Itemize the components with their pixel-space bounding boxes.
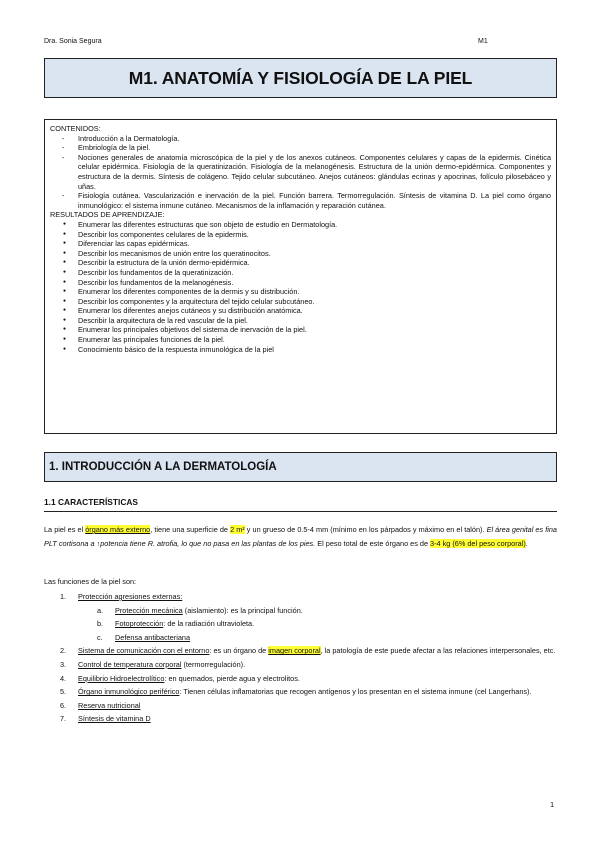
outcome-item: ● Enumerar las principales funciones de la piel. <box>62 335 551 345</box>
highlight-outer-organ: órgano más externo <box>85 525 151 534</box>
highlight-weight: 3-4 kg (6% del peso corporal) <box>430 539 526 549</box>
para-text: y un grueso de 0.5-4 mm (mínimo en los párpados y máximo en el talón). <box>244 525 487 534</box>
subitem-label: Defensa antibacteriana <box>115 632 191 642</box>
header-author: Dra. Sonia Segura <box>44 38 102 45</box>
subitem-letter: b. <box>97 619 104 629</box>
function-text: : Tienen células inflamatorias que recogen antígenos y los presentan en el sistema inmune (cel Langerhans). <box>179 687 532 697</box>
function-text: : en quemados, pierde agua y electrolitos. <box>164 673 300 683</box>
functions-intro: Las funciones de la piel son: <box>44 577 137 586</box>
outcome-item: ● Enumerar los principales objetivos del sistema de inervación de la piel. <box>62 325 551 335</box>
highlight-body-image: imagen corporal <box>268 646 321 656</box>
subitem-label: Fotoprotección <box>115 619 164 629</box>
outcome-item: ● Enumerar los diferentes anejos cutáneos y su distribución anatómica. <box>62 306 551 316</box>
function-number: 2. <box>60 646 67 656</box>
outcome-item: ● Enumerar las diferentes estructuras que son objeto de estudio en Dermatología. <box>62 220 551 230</box>
contents-item: - Embriología de la piel. <box>62 143 551 153</box>
function-item <box>60 658 557 672</box>
function-number: 7. <box>60 714 67 724</box>
contents-item: - Nociones generales de anatomía microscópica de la piel y de los anexos cutáneos. Componentes celulares y capas de la epidermis. Cinética celular epidérmica. Fisiología de la queratinización. Fisiología de la melanogénesis. Estructura de la unión dermo-epidérmica. Componentes y estructura de la dermis. Síntesis de colágeno. Tejido celular subcutáneo. Anejos cutáneos: glándulas ecrinas y apocrinas, folículo pilosebáceo y uñas. <box>62 153 551 191</box>
function-subitem <box>60 631 557 645</box>
para-text: El peso total de este órgano es de <box>315 539 431 549</box>
subitem-text: (aislamiento): es la principal función. <box>182 605 303 615</box>
function-item <box>60 685 557 699</box>
header-code: M1 <box>478 38 488 45</box>
para-text: . <box>525 539 528 549</box>
characteristics-paragraph <box>44 523 557 552</box>
outcome-item: ● Conocimiento básico de la respuesta inmunológica de la piel <box>62 345 551 355</box>
function-item <box>60 672 557 686</box>
subitem-letter: a. <box>97 605 104 615</box>
subitem-letter: c. <box>97 632 103 642</box>
outcome-item: ● Describir la estructura de la unión dermo-epidérmica. <box>62 258 551 268</box>
para-text: , tiene una superficie de <box>150 525 231 534</box>
section-heading: 1. INTRODUCCIÓN A LA DERMATOLOGÍA <box>44 452 557 482</box>
subitem-text: : de la radiación ultravioleta. <box>163 619 255 629</box>
outcome-item: ● Describir los componentes celulares de la epidermis. <box>62 230 551 240</box>
function-label: Protección agresiones externas: <box>78 592 183 601</box>
para-text: La piel es el <box>44 525 86 534</box>
function-item <box>60 644 557 658</box>
function-number: 4. <box>60 673 67 683</box>
function-text: : es un órgano de <box>209 646 269 656</box>
function-item <box>60 590 557 604</box>
function-label: Equilibrio Hidroelectrolítico <box>78 673 165 683</box>
contents-item: - Introducción a la Dermatología. <box>62 134 551 144</box>
function-number: 6. <box>60 700 67 710</box>
function-item <box>60 712 557 726</box>
outcome-item: ● Describir los fundamentos de la queratinización. <box>62 268 551 278</box>
outcomes-list <box>50 220 551 354</box>
function-label: Control de temperatura corporal <box>78 659 182 669</box>
outcome-item: ● Describir la arquitectura de la red vascular de la piel. <box>62 316 551 326</box>
contents-item: - Fisiología cutánea. Vascularización e inervación de la piel. Función barrera. Termorregulación. Síntesis de vitamina D. La piel como órgano inmunológico: el sistema inmune cutáneo. Mecanismos de la inflamación y reparación cutánea. <box>62 191 551 210</box>
outcome-item: ● Diferenciar las capas epidérmicas. <box>62 239 551 249</box>
functions-list <box>60 590 557 726</box>
outcome-item: ● Describir los componentes y la arquitectura del tejido celular subcutáneo. <box>62 297 551 307</box>
page-number: 1 <box>550 800 555 809</box>
function-subitem <box>60 617 557 631</box>
function-label: Síntesis de vitamina D <box>78 714 151 724</box>
outcome-item: ● Enumerar los diferentes componentes de la dermis y su distribución. <box>62 287 551 297</box>
function-label: Sistema de comunicación con el entorno <box>78 646 210 656</box>
subsection-heading: 1.1 CARACTERÍSTICAS <box>44 497 557 512</box>
contents-heading: CONTENIDOS: <box>50 124 101 133</box>
function-number: 1. <box>60 592 67 601</box>
function-label: Órgano inmunológico periférico <box>78 687 180 697</box>
contents-list <box>50 134 551 211</box>
function-item <box>60 699 557 713</box>
highlight-surface: 2 m² <box>230 525 245 534</box>
function-subitem <box>60 604 557 618</box>
function-label: Reserva nutricional <box>78 700 141 710</box>
function-text: (termorregulación). <box>181 659 246 669</box>
para-italic-note: El área genital es fina PLT cortisona a ↑potencia tiene R. atrofia, lo que no pasa en las plantas de los pies. <box>44 525 557 549</box>
outcome-item: ● Describir los fundamentos de la melanogénesis. <box>62 278 551 288</box>
function-number: 3. <box>60 659 67 669</box>
outcome-item: ● Describir los mecanismos de unión entre los queratinocitos. <box>62 249 551 259</box>
function-text: , la patología de este puede afectar a las relaciones interpersonales, etc. <box>320 646 556 656</box>
subitem-label: Protección mecánica <box>115 605 183 615</box>
page-title: M1. ANATOMÍA Y FISIOLOGÍA DE LA PIEL <box>44 58 557 98</box>
function-number: 5. <box>60 687 67 697</box>
outcomes-heading: RESULTADOS DE APRENDIZAJE: <box>50 210 165 220</box>
contents-box <box>44 119 557 434</box>
